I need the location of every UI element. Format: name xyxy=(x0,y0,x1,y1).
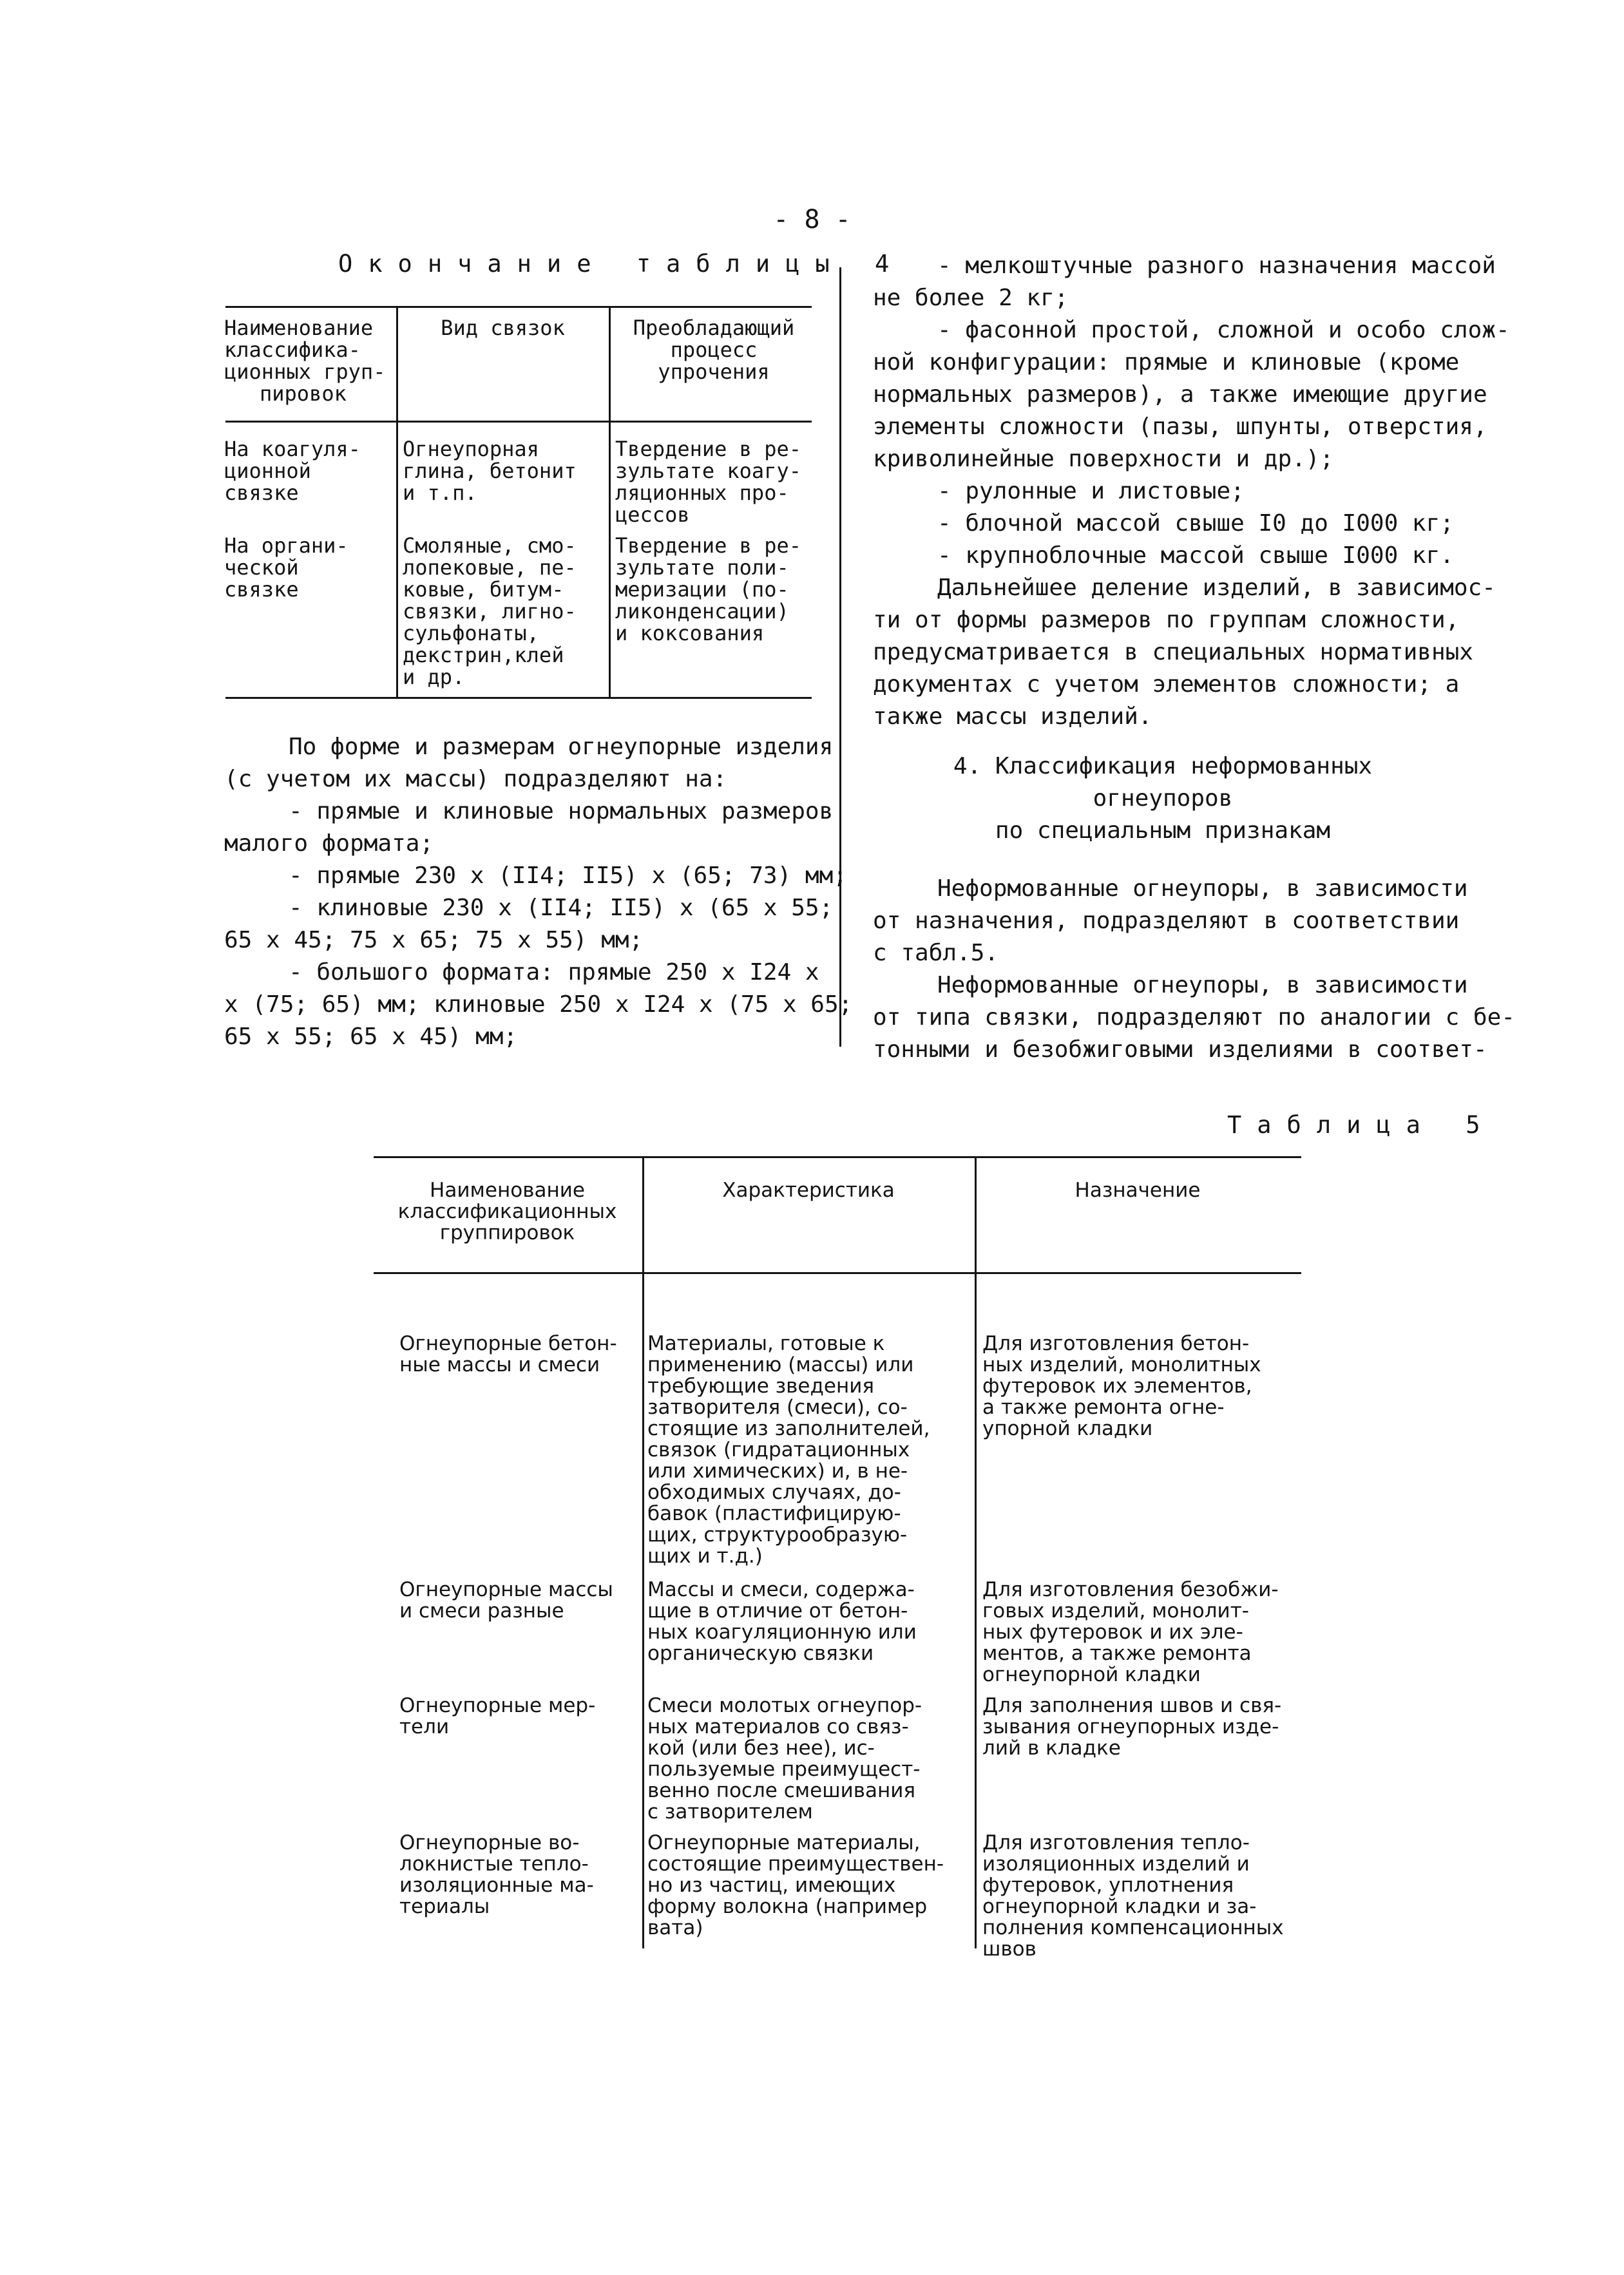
paragraph-line: также массы изделий. xyxy=(873,703,1152,730)
table5-row4-purpose: Для изготовления тепло- изоляционных изделий и футеровок, уплотнения огнеупорной кладки и за- полнения компенсационных швов xyxy=(982,1831,1284,1961)
table4-row2-process: Твердение в ре- зультате поли- меризации (по- ликонденсации) и коксования xyxy=(615,533,801,645)
paragraph-line: Неформованные огнеупоры, в зависимости xyxy=(937,875,1468,902)
table5-row2-characteristic: Массы и смеси, содержа- щие в отличие от бетон- ных коагуляционную или органическую связки xyxy=(647,1578,917,1665)
paragraph-line: предусматривается в специальных нормативных xyxy=(873,639,1473,665)
paragraph-line: от назначения, подразделяют в соответствии xyxy=(873,908,1460,934)
table5-top-rule xyxy=(374,1156,1301,1158)
list-item: - прямые 230 х (II4; II5) х (65; 73) мм; xyxy=(289,862,847,889)
list-item: элементы сложности (пазы, шпунты, отверстия, xyxy=(873,414,1487,440)
list-item: - крупноблочные массой свыше I000 кг. xyxy=(937,542,1454,569)
list-item: 65 х 55; 65 х 45) мм; xyxy=(224,1023,518,1050)
table4-row1-process: Твердение в ре- зультате коагу- ляционных про- цессов xyxy=(615,437,801,527)
paragraph-line: от типа связки, подразделяют по аналогии с бе- xyxy=(873,1004,1515,1031)
table5-header-rule xyxy=(374,1272,1301,1274)
table4-caption: Окончание таблицы 4 xyxy=(338,250,905,278)
paragraph-line: документах с учетом элементов сложности; а xyxy=(873,671,1460,698)
table4-row1-group: На коагуля- ционной связке xyxy=(224,437,361,505)
table4-col-divider-1 xyxy=(396,306,398,699)
list-item: - мелкоштучные разного назначения массой xyxy=(937,252,1496,279)
list-item: - блочной массой свыше I0 до I000 кг; xyxy=(937,510,1454,537)
paragraph-line: Дальнейшее деление изделий, в зависимос- xyxy=(937,575,1496,601)
list-item: нормальных размеров), а также имеющие другие xyxy=(873,381,1487,408)
table4-header-rule xyxy=(225,421,812,423)
table5-row4-characteristic: Огнеупорные материалы, состоящие преимуществен- но из частиц, имеющих форму волокна (например вата) xyxy=(647,1831,944,1939)
table5-header-group: Наименование классификационных группировок xyxy=(397,1179,617,1244)
list-item: малого формата; xyxy=(224,830,434,857)
list-item: - фасонной простой, сложной и особо слож- xyxy=(937,317,1510,343)
table5-row3-group: Огнеупорные мер- тели xyxy=(399,1694,596,1738)
list-item: - клиновые 230 х (II4; II5) х (65 х 55; xyxy=(289,895,834,921)
table5-col-divider-2 xyxy=(975,1156,977,1948)
list-item: - рулонные и листовые; xyxy=(937,478,1245,504)
table5-row1-group: Огнеупорные бетон- ные массы и смеси xyxy=(399,1332,617,1376)
table5-row2-group: Огнеупорные массы и смеси разные xyxy=(399,1578,613,1623)
table5-row2-purpose: Для изготовления безобжи- говых изделий, монолит- ных футеровок и их эле- ментов, а также ремонта огнеупорной кладки xyxy=(982,1578,1279,1686)
paragraph-line: (с учетом их массы) подразделяют на: xyxy=(224,766,727,792)
section-heading-line: 4. Классификация неформованных xyxy=(953,753,1373,779)
table5-header-characteristic: Характеристика xyxy=(722,1179,895,1202)
table4-top-rule xyxy=(225,306,812,308)
table4-header-binder: Вид связок xyxy=(441,316,565,340)
paragraph-line: Неформованные огнеупоры, в зависимости xyxy=(937,972,1468,998)
table4-row2-binder: Смоляные, смо- лопековые, пе- ковые, битум- связки, лигно- сульфонаты, декстрин,клей и др. xyxy=(403,533,577,689)
table5-row4-group: Огнеупорные во- локнистые тепло- изоляционные ма- териалы xyxy=(399,1831,594,1918)
table5-row3-characteristic: Смеси молотых огнеупор- ных материалов со связ- кой (или без нее), ис- пользуемые преимущест- венно после смешивания с затворителем xyxy=(647,1694,922,1823)
list-item: ной конфигурации: прямые и клиновые (кроме xyxy=(873,349,1460,376)
table5-caption: Таблица 5 xyxy=(1227,1111,1496,1139)
column-divider xyxy=(839,267,841,1047)
table4-row1-binder: Огнеупорная глина, бетонит и т.п. xyxy=(403,437,577,505)
list-item: х (75; 65) мм; клиновые 250 х I24 х (75 х 65; xyxy=(224,991,853,1018)
paragraph-line: ти от формы размеров по группам сложности, xyxy=(873,607,1460,633)
list-item: криволинейные поверхности и др.); xyxy=(873,446,1334,472)
paragraph-line: с табл.5. xyxy=(873,940,999,966)
section-heading-line: по специальным признакам xyxy=(995,817,1331,844)
table5-row3-purpose: Для заполнения швов и свя- зывания огнеупорных изде- лий в кладке xyxy=(982,1694,1282,1760)
section-heading-line: огнеупоров xyxy=(1093,785,1233,812)
list-item: - прямые и клиновые нормальных размеров xyxy=(289,798,834,824)
table5-col-divider-1 xyxy=(642,1156,644,1948)
table4-header-process: Преобладающий процесс упрочения xyxy=(633,316,795,384)
table5-row1-purpose: Для изготовления бетон- ных изделий, монолитных футеровок их элементов, а также ремонта огне- упорной кладки xyxy=(982,1332,1261,1440)
list-item: - большого формата: прямые 250 х I24 х xyxy=(289,959,819,985)
table4-row2-group: На органи- ческой связке xyxy=(224,533,349,602)
paragraph-line: По форме и размерам огнеупорные изделия xyxy=(289,734,834,760)
table5-row1-characteristic: Материалы, готовые к применению (массы) или требующие зведения затворителя (смеси), со- стоящие из заполнителей, связок (гидратационных или химических) и, в не- обходимых случаях, до- бавок (пластифицирую- щих, структурообразую- щих и т.д.) xyxy=(647,1332,930,1568)
paragraph-line: тонными и безобжиговыми изделиями в соответ- xyxy=(873,1036,1487,1063)
list-item: 65 х 45; 75 х 65; 75 х 55) мм; xyxy=(224,927,644,953)
table5-header-purpose: Назначение xyxy=(1075,1179,1201,1202)
list-item: не более 2 кг; xyxy=(873,285,1069,311)
table4-header-group: Наименование классифика- ционных груп- пировок xyxy=(224,316,386,406)
table4-bottom-rule xyxy=(225,697,812,699)
page-number: - 8 - xyxy=(773,205,851,234)
